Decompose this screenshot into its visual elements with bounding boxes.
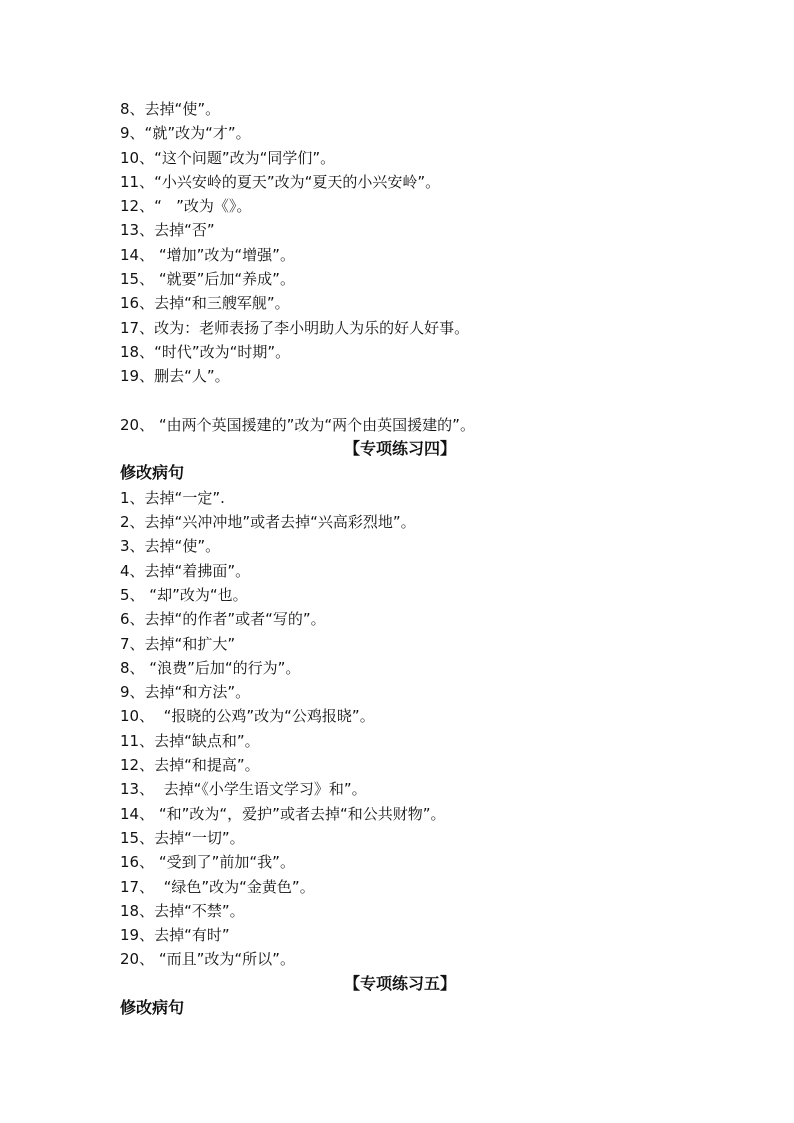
answer-line: 11、“小兴安岭的夏天”改为“夏天的小兴安岭”。 <box>120 172 441 191</box>
answer-line: 17、改为：老师表扬了李小明助人为乐的好人好事。 <box>120 318 470 337</box>
answer-line: 5、 “却”改为“也。 <box>120 585 248 604</box>
answer-line: 8、去掉“使”。 <box>120 100 221 118</box>
answer-line: 8、 “浪费”后加“的行为”。 <box>120 658 301 677</box>
section-title-4: 【专项练习四】 <box>343 439 456 459</box>
section-subheading-4: 修改病句 <box>120 463 185 483</box>
answer-line: 15、去掉“一切”。 <box>120 828 245 847</box>
answer-line: 6、去掉“的作者”或者“写的”。 <box>120 610 326 629</box>
answer-line: 13、 去掉“《小学生语文学习》和”。 <box>120 780 367 799</box>
answer-line: 12、去掉“和提高”。 <box>120 756 260 775</box>
answer-line: 13、去掉“否” <box>120 221 215 240</box>
answer-line: 17、 “绿色”改为“金黄色”。 <box>120 877 315 896</box>
answer-line: 18、“时代”改为“时期”。 <box>120 342 291 361</box>
answer-line: 19、删去“人”。 <box>120 367 230 386</box>
answer-line: 18、去掉“不禁”。 <box>120 901 245 920</box>
answer-line: 3、去掉“使”。 <box>120 537 221 556</box>
answer-line: 4、去掉“着拂面”。 <box>120 561 251 580</box>
answer-line: 10、“这个问题”改为“同学们”。 <box>120 148 336 167</box>
answer-line: 12、“ ”改为《》。 <box>120 197 252 216</box>
answer-line: 16、 “受到了”前加“我”。 <box>120 853 295 872</box>
answer-line: 20、 “由两个英国援建的”改为“两个由英国援建的”。 <box>120 415 475 434</box>
blank-line <box>120 389 680 413</box>
answer-line: 10、 “报晓的公鸡”改为“公鸡报晓”。 <box>120 707 375 726</box>
answer-line: 7、去掉“和扩大” <box>120 634 236 653</box>
answer-line: 19、去掉“有时” <box>120 926 230 945</box>
answer-line: 11、去掉“缺点和”。 <box>120 731 260 750</box>
answer-line: 9、去掉“和方法”。 <box>120 683 251 702</box>
answer-content <box>120 97 680 1020</box>
section-title-5: 【专项练习五】 <box>343 973 456 993</box>
answer-line: 20、 “而且”改为“所以”。 <box>120 950 295 969</box>
answer-line: 9、“就”改为“才”。 <box>120 124 251 143</box>
answer-line: 15、 “就要”后加“养成”。 <box>120 270 295 289</box>
section-subheading-5: 修改病句 <box>120 997 185 1017</box>
answer-line: 16、去掉“和三艘军舰”。 <box>120 294 290 313</box>
answer-line: 1、去掉“一定”. <box>120 488 225 507</box>
answer-line: 14、 “增加”改为“增强”。 <box>120 245 295 264</box>
answer-line: 2、去掉“兴冲冲地”或者去掉“兴高彩烈地”。 <box>120 513 416 532</box>
answer-line: 14、 “和”改为“，爱护”或者去掉“和公共财物”。 <box>120 804 446 823</box>
